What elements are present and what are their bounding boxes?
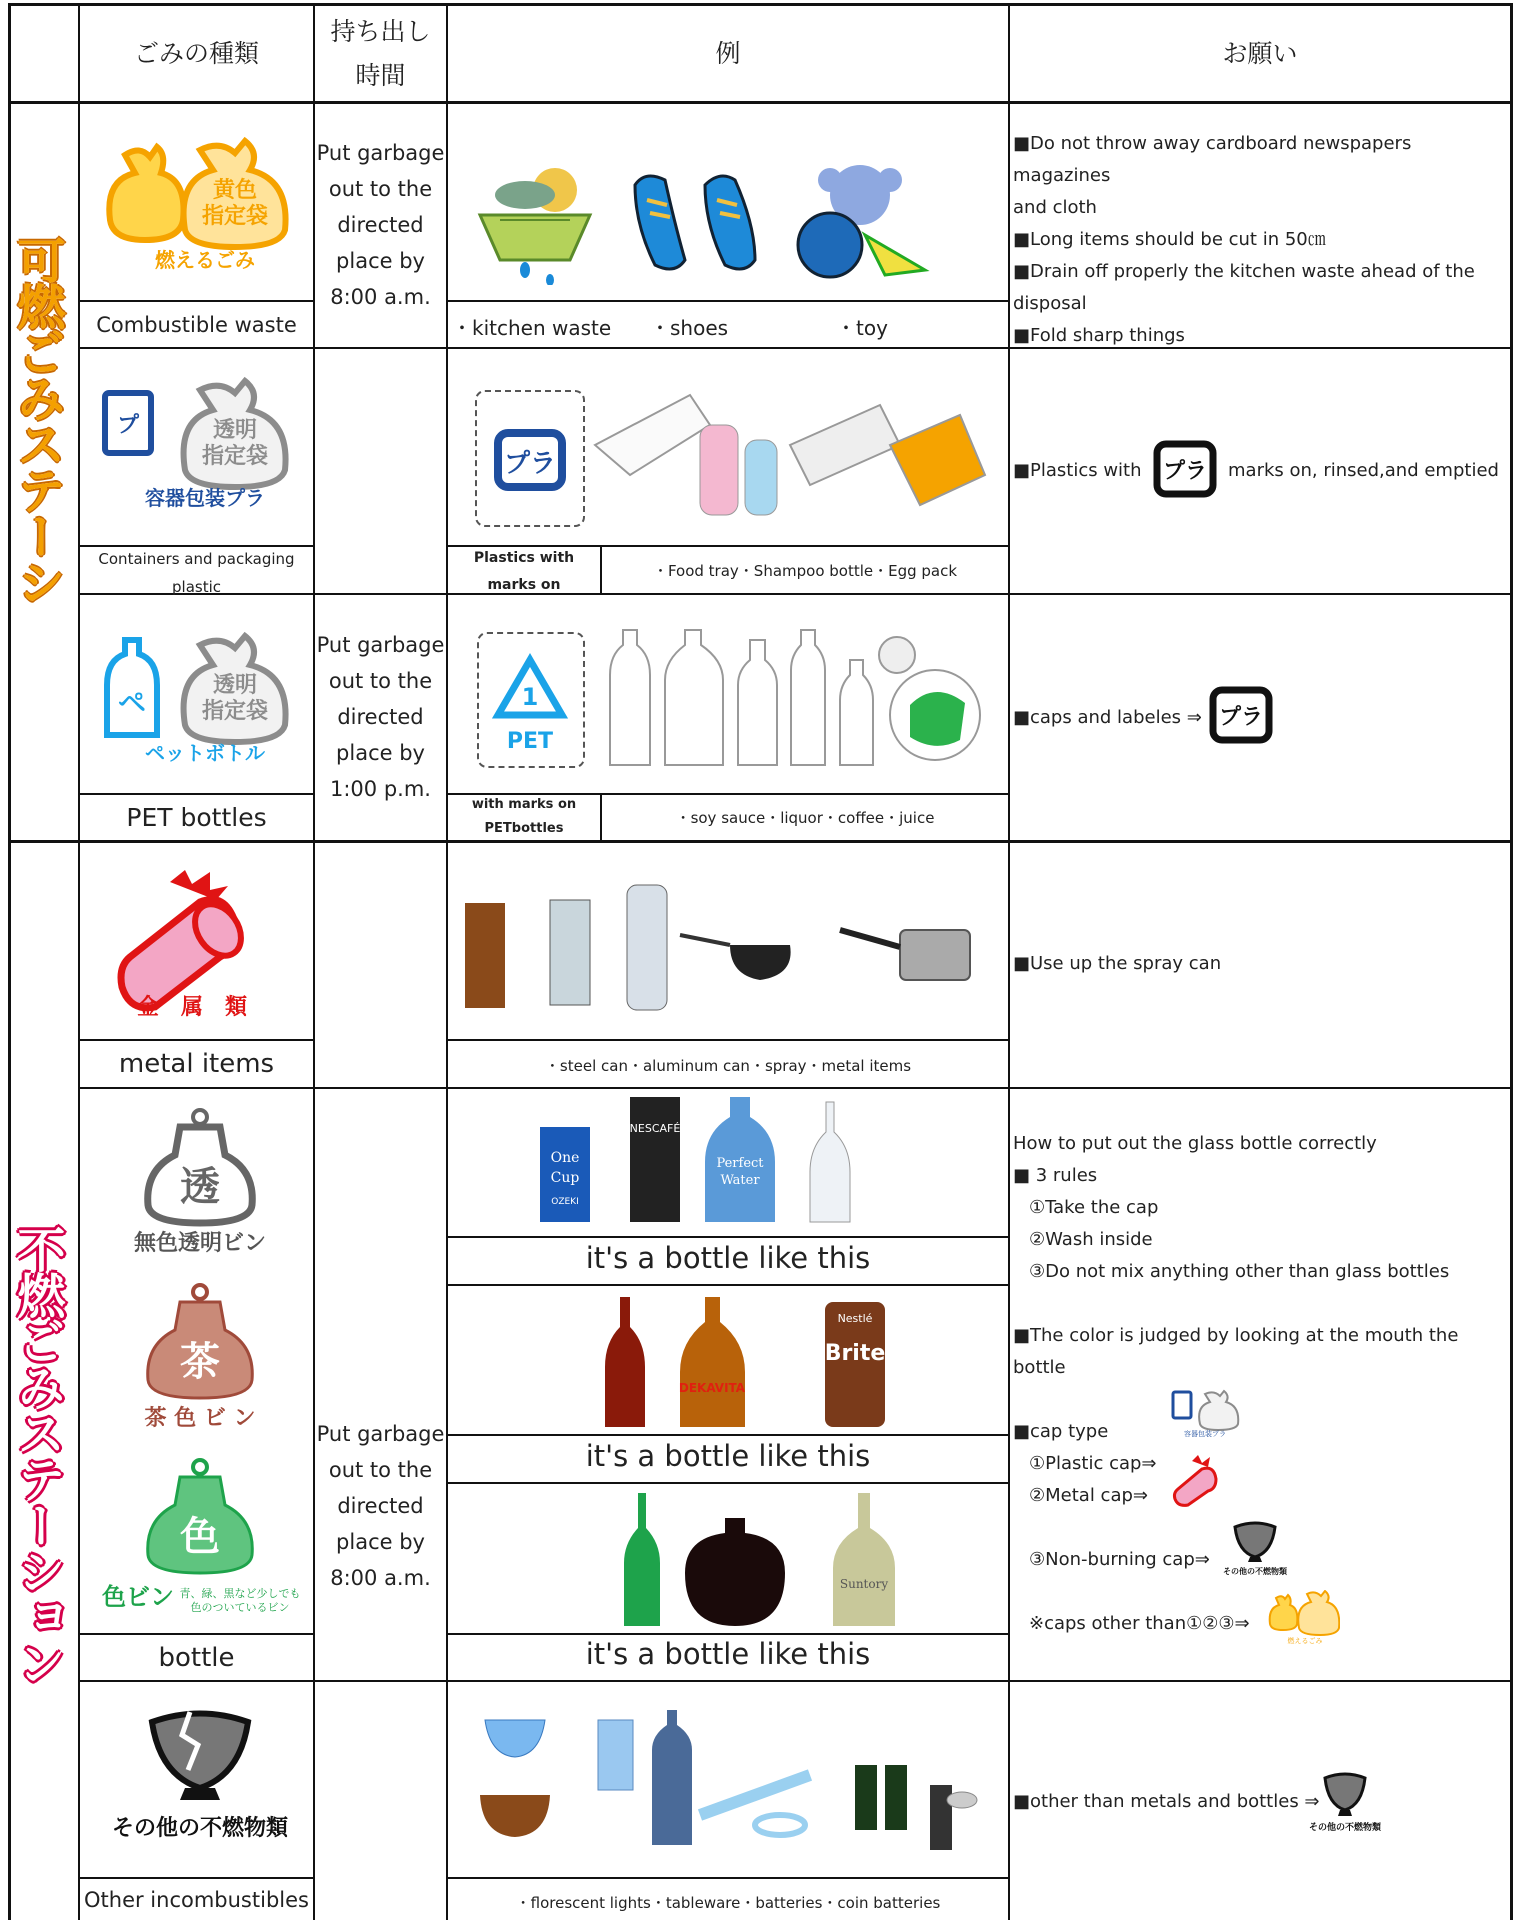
cap-nonburning-icon bbox=[1210, 1517, 1300, 1577]
pet-pe-text: ペ bbox=[117, 686, 147, 719]
pet-note: ■caps and labeles ⇒ bbox=[1013, 707, 1202, 728]
svg-text:Brite: Brite bbox=[824, 1341, 886, 1366]
svg-text:NESCAFÉ: NESCAFÉ bbox=[629, 1122, 681, 1135]
brown-text: 茶 色 ビ ン bbox=[144, 1406, 256, 1431]
combustible-station-label: 可燃ごみステーシ bbox=[9, 236, 65, 604]
color-text: 色ビン bbox=[102, 1583, 174, 1611]
other-note-icon bbox=[1295, 1770, 1395, 1835]
header-example: 例 bbox=[715, 38, 741, 68]
cap-metal-icon bbox=[1170, 1455, 1230, 1510]
header-time-line2: 時間 bbox=[355, 60, 406, 90]
clear-bottle-icon bbox=[100, 1105, 300, 1260]
plastic-products-icon bbox=[590, 385, 990, 535]
plastic-icon-text: 容器包装プラ bbox=[145, 486, 265, 510]
svg-text:DEKAVITA: DEKAVITA bbox=[678, 1381, 746, 1395]
time-noncombustible: Put garbage out to the directed place by 8:00 a.m. bbox=[316, 1422, 445, 1590]
header-type: ごみの種類 bbox=[133, 38, 259, 68]
svg-text:Cup: Cup bbox=[550, 1170, 580, 1186]
other-name: Other incombustibles bbox=[84, 1887, 309, 1912]
svg-text:OZEKI: OZEKI bbox=[551, 1197, 579, 1207]
plastic-bag-icon bbox=[95, 375, 305, 515]
metal-icon-text: 金 属 類 bbox=[136, 995, 248, 1020]
svg-text:プラ: プラ bbox=[1162, 459, 1208, 484]
combustible-bag-icon bbox=[95, 135, 305, 275]
bottle-note-other-cap: ※caps other than①②③⇒ bbox=[1029, 1613, 1250, 1634]
pet-mark-text: PET bbox=[506, 729, 554, 754]
toy-icon bbox=[790, 150, 930, 280]
shoes-icon bbox=[625, 165, 765, 280]
svg-text:透明: 透明 bbox=[212, 673, 258, 698]
pet-mark-label: with marks on PETbottles bbox=[471, 797, 577, 836]
pla-mark-text: プラ bbox=[503, 449, 557, 479]
plastic-mark-label: Plastics with marks on bbox=[473, 550, 575, 593]
combustible-ex1: ・kitchen waste bbox=[452, 316, 612, 340]
metal-name: metal items bbox=[118, 1049, 275, 1079]
metal-items-icon bbox=[460, 875, 1000, 1015]
pet-bag-icon bbox=[95, 630, 305, 770]
color-bottles-photo bbox=[620, 1488, 920, 1628]
svg-text:プラ: プラ bbox=[1218, 705, 1264, 730]
cap-plastic-icon bbox=[1170, 1388, 1240, 1438]
svg-text:その他の不燃物類: その他の不燃物類 bbox=[1223, 1567, 1287, 1576]
pet-name: PET bottles bbox=[126, 803, 267, 832]
bottle-name: bottle bbox=[158, 1642, 235, 1673]
other-items-icon bbox=[470, 1705, 990, 1850]
header-request: お願い bbox=[1222, 38, 1298, 68]
metal-note: ■Use up the spray can bbox=[1013, 953, 1222, 974]
svg-text:指定袋: 指定袋 bbox=[201, 699, 269, 724]
other-note: ■other than metals and bottles ⇒ bbox=[1013, 1791, 1320, 1812]
svg-text:透明: 透明 bbox=[212, 418, 258, 443]
combustible-ex3: ・toy bbox=[836, 316, 888, 340]
kitchen-waste-icon bbox=[470, 155, 600, 285]
pet-mark-icon bbox=[490, 650, 570, 760]
pla-mark-pet-note-icon bbox=[1208, 684, 1274, 746]
svg-text:指定袋: 指定袋 bbox=[201, 444, 269, 469]
plastic-note-b: marks on, rinsed,and emptied bbox=[1228, 460, 1499, 481]
svg-text:One: One bbox=[550, 1150, 580, 1166]
header-time-line1: 持ち出し bbox=[330, 16, 431, 46]
clear-bottles-photo bbox=[530, 1092, 890, 1232]
svg-text:Nestlé: Nestlé bbox=[837, 1312, 873, 1325]
brown-bottles-photo bbox=[600, 1292, 920, 1432]
cap-other-icon bbox=[1265, 1590, 1340, 1645]
other-incombustibles-icon bbox=[90, 1700, 310, 1845]
clear-text: 無色透明ビン bbox=[133, 1231, 267, 1256]
svg-text:プ: プ bbox=[116, 413, 140, 438]
time-combustible: Put garbage out to the directed place by 8:00 a.m. bbox=[316, 141, 445, 309]
combustible-name: Combustible waste bbox=[96, 312, 297, 337]
brown-bottle-icon bbox=[100, 1280, 300, 1435]
svg-text:Perfect: Perfect bbox=[716, 1156, 764, 1171]
svg-text:指定袋: 指定袋 bbox=[201, 204, 269, 229]
svg-text:その他の不燃物類: その他の不燃物類 bbox=[1308, 1823, 1382, 1833]
metal-examples: ・steel can・aluminum can・spray・metal items bbox=[544, 1057, 912, 1075]
pla-mark-note-icon bbox=[1152, 438, 1218, 500]
brown-char: 茶 bbox=[180, 1339, 220, 1385]
color-sub-1: 青、緑、黒など少しでも bbox=[179, 1587, 301, 1600]
metal-icon bbox=[110, 862, 290, 1022]
clear-char: 透 bbox=[180, 1164, 220, 1210]
bottle-notes: How to put out the glass bottle correctly ■ 3 rules ①Take the cap ②Wash inside ③Do not mix anything other than glass bottles ■The color is judged by looking at the mouth the bottle ■cap type ①Plastic cap⇒ bbox=[1013, 1133, 1459, 1474]
pet-icon-text: ペットボトル bbox=[145, 741, 265, 765]
header-time bbox=[315, 6, 446, 101]
noncombustible-station-label: 不燃ごみステーション bbox=[9, 1225, 65, 1685]
pet-mark-num: 1 bbox=[521, 683, 539, 711]
bottle-ex-caption-3: it's a bottle like this bbox=[585, 1637, 871, 1671]
pet-bottles-icon bbox=[605, 625, 985, 775]
svg-text:Water: Water bbox=[720, 1173, 760, 1188]
plastic-examples: ・Food tray・Shampoo bottle・Egg pack bbox=[652, 562, 958, 580]
plastic-name: Containers and packaging plastic bbox=[98, 550, 295, 596]
color-bottle-icon bbox=[88, 1455, 313, 1625]
bottle-note-metal-cap: ②Metal cap⇒ bbox=[1029, 1485, 1148, 1506]
bottle-note-nonburn-cap: ③Non-burning cap⇒ bbox=[1029, 1549, 1210, 1570]
plastic-note-a: ■Plastics with bbox=[1013, 460, 1142, 481]
color-char: 色 bbox=[180, 1514, 220, 1560]
bottle-ex-caption-1: it's a bottle like this bbox=[585, 1241, 871, 1275]
bottle-ex-caption-2: it's a bottle like this bbox=[585, 1439, 871, 1473]
svg-text:容器包装プラ: 容器包装プラ bbox=[1184, 1430, 1226, 1438]
svg-text:燃えるごみ: 燃えるごみ bbox=[1287, 1637, 1323, 1645]
other-icon-text: その他の不燃物類 bbox=[111, 1816, 289, 1841]
combustible-notes: ■Do not throw away cardboard newspapers magazines and cloth ■Long items should be cut in 50㎝ ■Drain off properly the kitchen waste ahead of the disposal ■Fold sharp things bbox=[1013, 133, 1475, 346]
combustible-bag-text: 黄色 bbox=[212, 178, 258, 203]
color-sub-2: 色のついているビン bbox=[190, 1601, 290, 1614]
time-recyclables: Put garbage out to the directed place by 1:00 p.m. bbox=[316, 633, 445, 801]
other-examples: ・florescent lights・tableware・batteries・coin batteries bbox=[515, 1894, 941, 1912]
combustible-icon-text: 燃えるごみ bbox=[155, 248, 255, 272]
svg-text:Suntory: Suntory bbox=[839, 1577, 889, 1591]
combustible-ex2: ・shoes bbox=[650, 316, 729, 340]
pla-mark-icon bbox=[490, 425, 570, 495]
pet-examples: ・soy sauce・liquor・coffee・juice bbox=[675, 809, 935, 827]
